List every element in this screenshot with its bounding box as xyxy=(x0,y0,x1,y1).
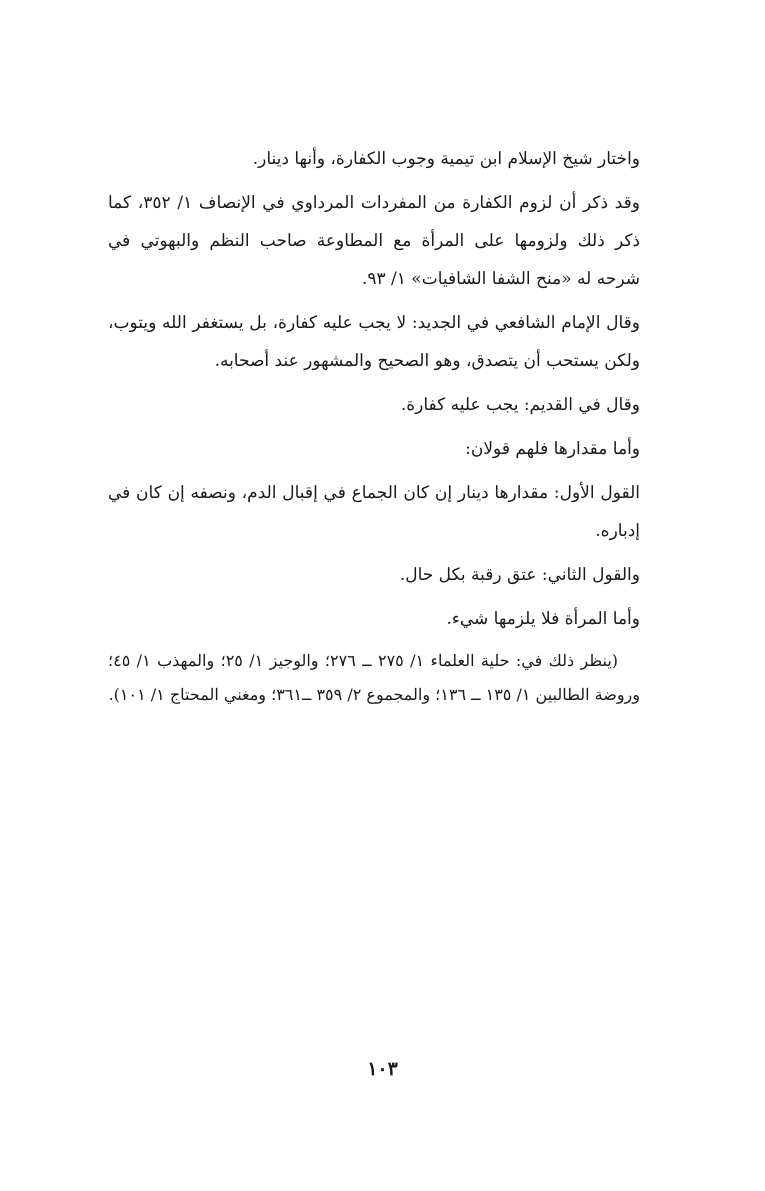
page-body xyxy=(108,140,640,712)
paragraph-ibn-taymiyyah: واختار شيخ الإسلام ابن تيمية وجوب الكفارة، وأنها دينار. xyxy=(252,149,640,169)
paragraph-amount-intro: وأما مقدارها فلهم قولان: xyxy=(465,439,640,459)
reference-note: (ينظر ذلك في: حلية العلماء ١/ ٢٧٥ ــ ٢٧٦؛ والوجيز ١/ ٢٥؛ والمهذب ١/ ٤٥؛ وروضة الطالبين ١/ ١٣٥ ــ ١٣٦؛ والمجموع ٢/ ٣٥٩ ــ٣٦١؛ ومغني المحتاج ١/ ١٠١). xyxy=(108,651,640,704)
paragraph-first-opinion: القول الأول: مقدارها دينار إن كان الجماع في إقبال الدم، ونصفه إن كان في إدباره. xyxy=(108,483,640,541)
paragraph-second-opinion: والقول الثاني: عتق رقبة بكل حال. xyxy=(399,565,640,585)
paragraph-mufradat: وقد ذكر أن لزوم الكفارة من المفردات المرداوي في الإنصاف ١/ ٣٥٢، كما ذكر ذلك ولزومها على المرأة مع المطاوعة صاحب النظم والبهوتي في شرحه له «منح الشفا الشافيات» ١/ ٩٣. xyxy=(108,193,641,289)
paragraph-shafii-new: وقال الإمام الشافعي في الجديد: لا يجب عليه كفارة، بل يستغفر الله ويتوب، ولكن يستحب أن يتصدق، وهو الصحيح والمشهور عند أصحابه. xyxy=(108,313,640,371)
paragraph-shafii-old: وقال في القديم: يجب عليه كفارة. xyxy=(400,395,640,415)
paragraph-woman: وأما المرأة فلا يلزمها شيء. xyxy=(446,609,640,629)
page-number: ١٠٣ xyxy=(367,1058,398,1080)
